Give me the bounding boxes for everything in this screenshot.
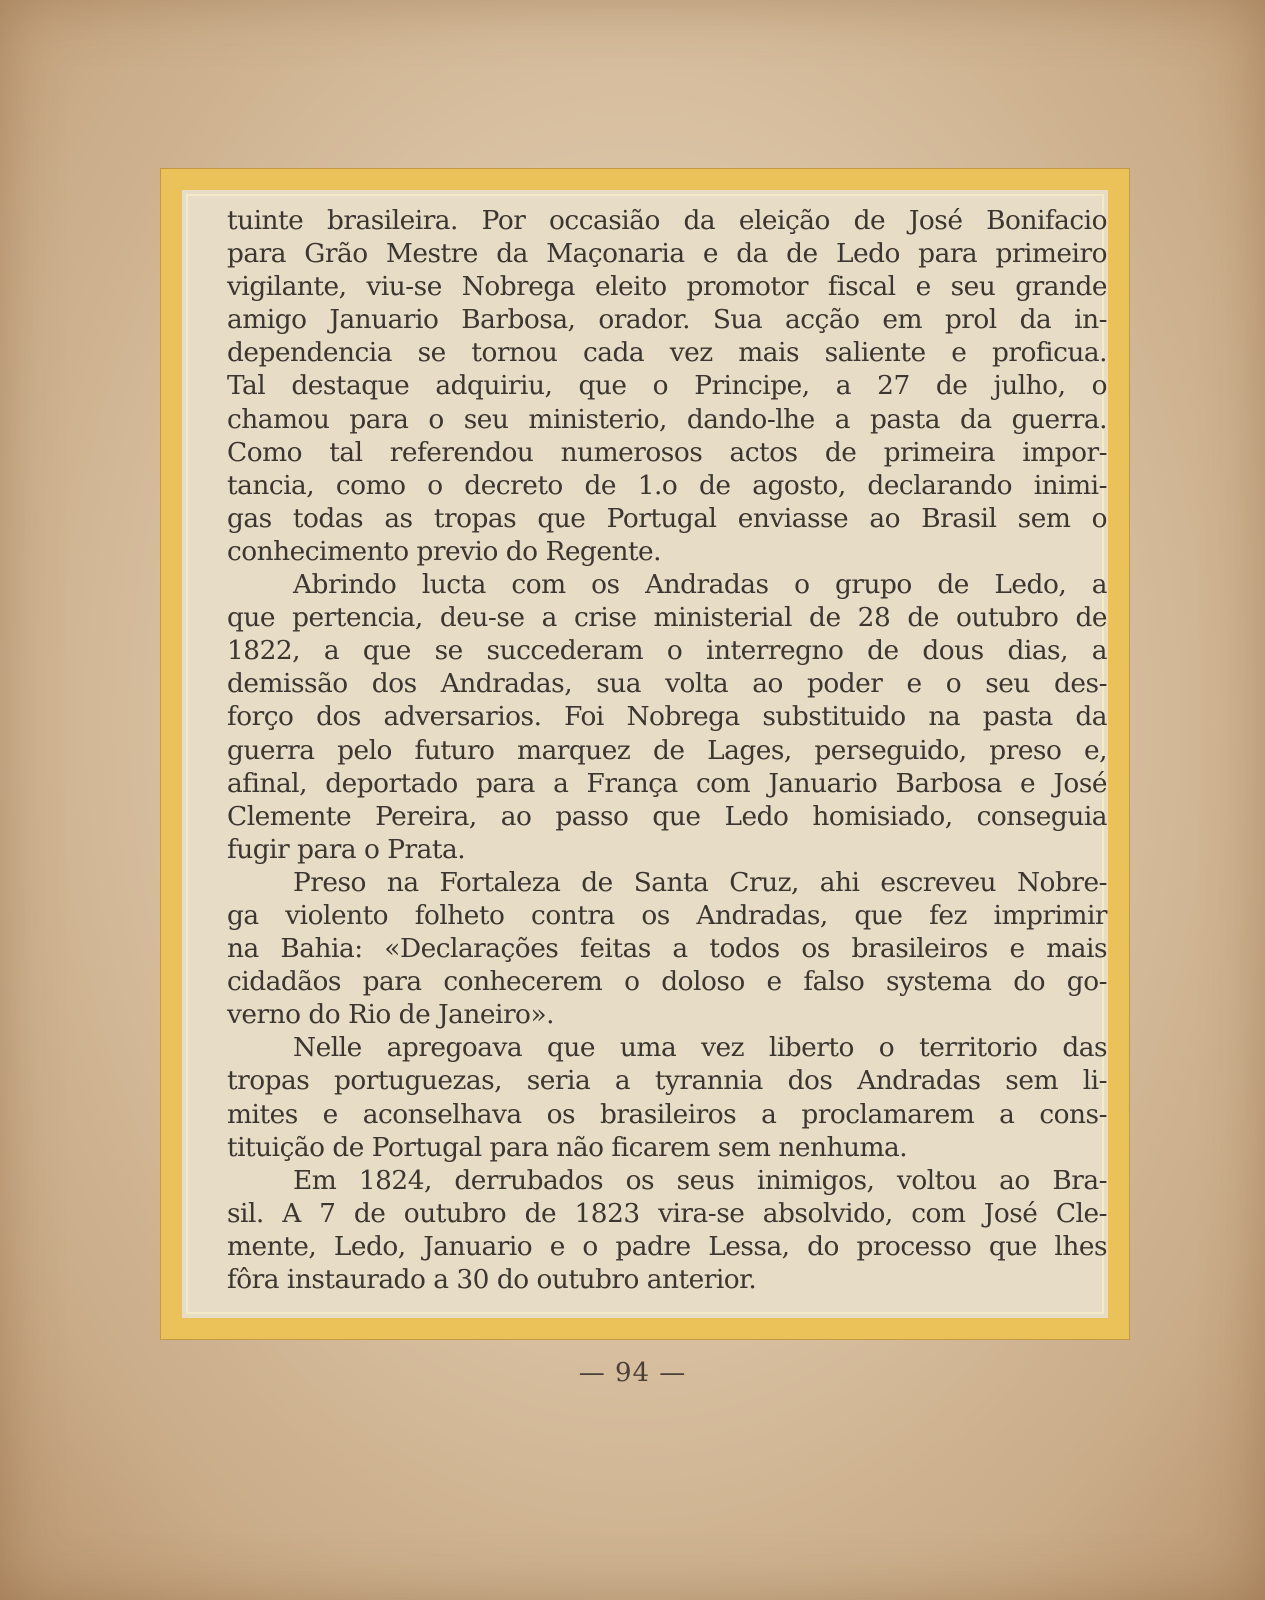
text-line: guerra pelo futuro marquez de Lages, perseguido, preso e, — [227, 734, 1107, 766]
text-line: demissão dos Andradas, sua volta ao poder e o seu des- — [227, 668, 1107, 700]
text-line: ga violento folheto contra os Andradas, que fez imprimir — [227, 899, 1107, 931]
text-line: amigo Januario Barbosa, orador. Sua acção em prol da in- — [227, 304, 1107, 336]
text-line: 1822, a que se succederam o interregno de dous dias, a — [227, 635, 1107, 667]
text-line: mites e aconselhava os brasileiros a proclamarem a cons- — [227, 1098, 1107, 1130]
text-line: afinal, deportado para a França com Januario Barbosa e José — [227, 767, 1107, 799]
text-line: que pertencia, deu-se a crise ministerial de 28 de outubro de — [227, 602, 1107, 634]
text-line: na Bahia: «Declarações feitas a todos os brasileiros e mais — [227, 933, 1107, 965]
text-line: Abrindo lucta com os Andradas o grupo de Ledo, a — [293, 569, 1107, 601]
text-line: mente, Ledo, Januario e o padre Lessa, do processo que lhes — [227, 1230, 1107, 1262]
text-line: sil. A 7 de outubro de 1823 vira-se absolvido, com José Cle- — [227, 1197, 1107, 1229]
text-line: Preso na Fortaleza de Santa Cruz, ahi escreveu Nobre- — [293, 866, 1107, 898]
text-line: Tal destaque adquiriu, que o Principe, a 27 de julho, o — [227, 370, 1107, 402]
text-line: tropas portuguezas, seria a tyrannia dos Andradas sem li- — [227, 1065, 1107, 1097]
text-line: conhecimento previo do Regente. — [227, 535, 662, 567]
text-frame — [160, 168, 1130, 1340]
text-line: Como tal referendou numerosos actos de primeira impor- — [227, 436, 1107, 468]
text-line: vigilante, viu-se Nobrega eleito promotor fiscal e seu grande — [227, 271, 1107, 303]
text-line: Nelle apregoava que uma vez liberto o territorio das — [293, 1032, 1107, 1064]
text-line: cidadãos para conhecerem o doloso e falso systema do go- — [227, 966, 1107, 998]
text-line: Em 1824, derrubados os seus inimigos, voltou ao Bra- — [293, 1164, 1107, 1196]
text-line: fugir para o Prata. — [227, 833, 466, 865]
text-line: dependencia se tornou cada vez mais saliente e proficua. — [227, 337, 1107, 369]
text-line: tituição de Portugal para não ficarem sem nenhuma. — [227, 1131, 908, 1163]
page-number: — 94 — — [578, 1358, 687, 1388]
text-line: chamou para o seu ministerio, dando-lhe a pasta da guerra. — [227, 403, 1107, 435]
text-line: fôra instaurado a 30 do outubro anterior. — [227, 1264, 757, 1295]
text-line: gas todas as tropas que Portugal enviasse ao Brasil sem o — [227, 502, 1107, 534]
text-line: para Grão Mestre da Maçonaria e da de Ledo para primeiro — [227, 238, 1107, 270]
text-line: tuinte brasileira. Por occasião da eleição de José Bonifacio — [227, 205, 1107, 236]
text-line: verno do Rio de Janeiro». — [227, 999, 554, 1031]
text-line: forço dos adversarios. Foi Nobrega substituido na pasta da — [227, 701, 1107, 733]
body-text — [227, 204, 1107, 1296]
text-line: tancia, como o decreto de 1.o de agosto, declarando inimi- — [227, 469, 1107, 501]
text-line: Clemente Pereira, ao passo que Ledo homisiado, conseguia — [227, 800, 1107, 832]
